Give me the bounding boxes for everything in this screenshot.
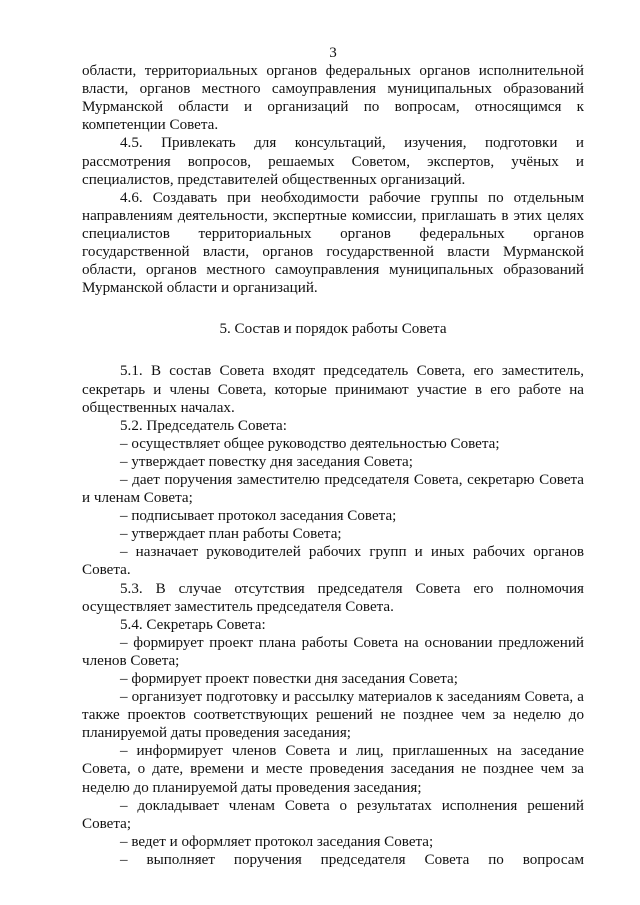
list-item: – ведет и оформляет протокол заседания Совета;: [120, 833, 434, 850]
list-item: – утверждает повестку дня заседания Совета;: [120, 453, 413, 470]
list-item: – осуществляет общее руководство деятельностью Совета;: [120, 435, 500, 452]
list-item: – информирует членов Совета и лиц, приглашенных на заседание Совета, о дате, времени и месте проведения заседания не позднее чем за неделю до планируемой даты проведения заседания;: [82, 743, 584, 796]
list-item: – докладывает членам Совета о результатах исполнения решений Совета;: [82, 797, 584, 832]
page-number: 3: [329, 45, 337, 61]
list-item: – назначает руководителей рабочих групп и иных рабочих органов Совета.: [82, 544, 584, 579]
list-item: – дает поручения заместителю председателя Совета, секретарю Совета и членам Совета;: [82, 471, 584, 507]
section-heading: 5. Состав и порядок работы Совета: [219, 321, 447, 338]
paragraph-continuation: области, территориальных органов федеральных органов исполнительной власти, органов местного самоуправления муниципальных образований Мурманской области и организаций по вопросам, относящимся к компетенции Совета.: [82, 63, 584, 134]
list-item: – организует подготовку и рассылку материалов к заседаниям Совета, а также проектов соответствующих решений не позднее чем за неделю до планируемой даты проведения заседания;: [82, 689, 584, 742]
paragraph-5-2: 5.2. Председатель Совета:: [120, 417, 287, 434]
paragraph-4-5: 4.5. Привлекать для консультаций, изучения, подготовки и рассмотрения вопросов, решаемых Советом, экспертов, учёных и специалистов, представителей общественных организаций.: [82, 135, 584, 188]
paragraph-5-1: 5.1. В состав Совета входят председатель Совета, его заместитель, секретарь и члены Совета, которые принимают участие в его работе на общественных началах.: [82, 363, 584, 416]
paragraph-4-6: 4.6. Создавать при необходимости рабочие группы по отдельным направлениям деятельности, экспертные комиссии, приглашать в этих целях специалистов территориальных органов федеральных органов государственной власти, органов государственной власти Мурманской области, органов местного самоуправления муниципальных образований Мурманской области и организаций.: [82, 189, 584, 297]
paragraph-5-4: 5.4. Секретарь Совета:: [120, 616, 266, 633]
list-item: – выполняет поручения председателя Совета по вопросам: [120, 851, 584, 868]
list-item: – формирует проект плана работы Совета на основании предложений членов Совета;: [82, 634, 584, 669]
list-item: – утверждает план работы Совета;: [120, 526, 342, 543]
list-item: – формирует проект повестки дня заседания Совета;: [120, 671, 458, 687]
list-item: – подписывает протокол заседания Совета;: [120, 508, 397, 525]
paragraph-5-3: 5.3. В случае отсутствия председателя Совета его полномочия осуществляет заместитель председателя Совета.: [82, 580, 584, 615]
document-page: [82, 44, 584, 869]
